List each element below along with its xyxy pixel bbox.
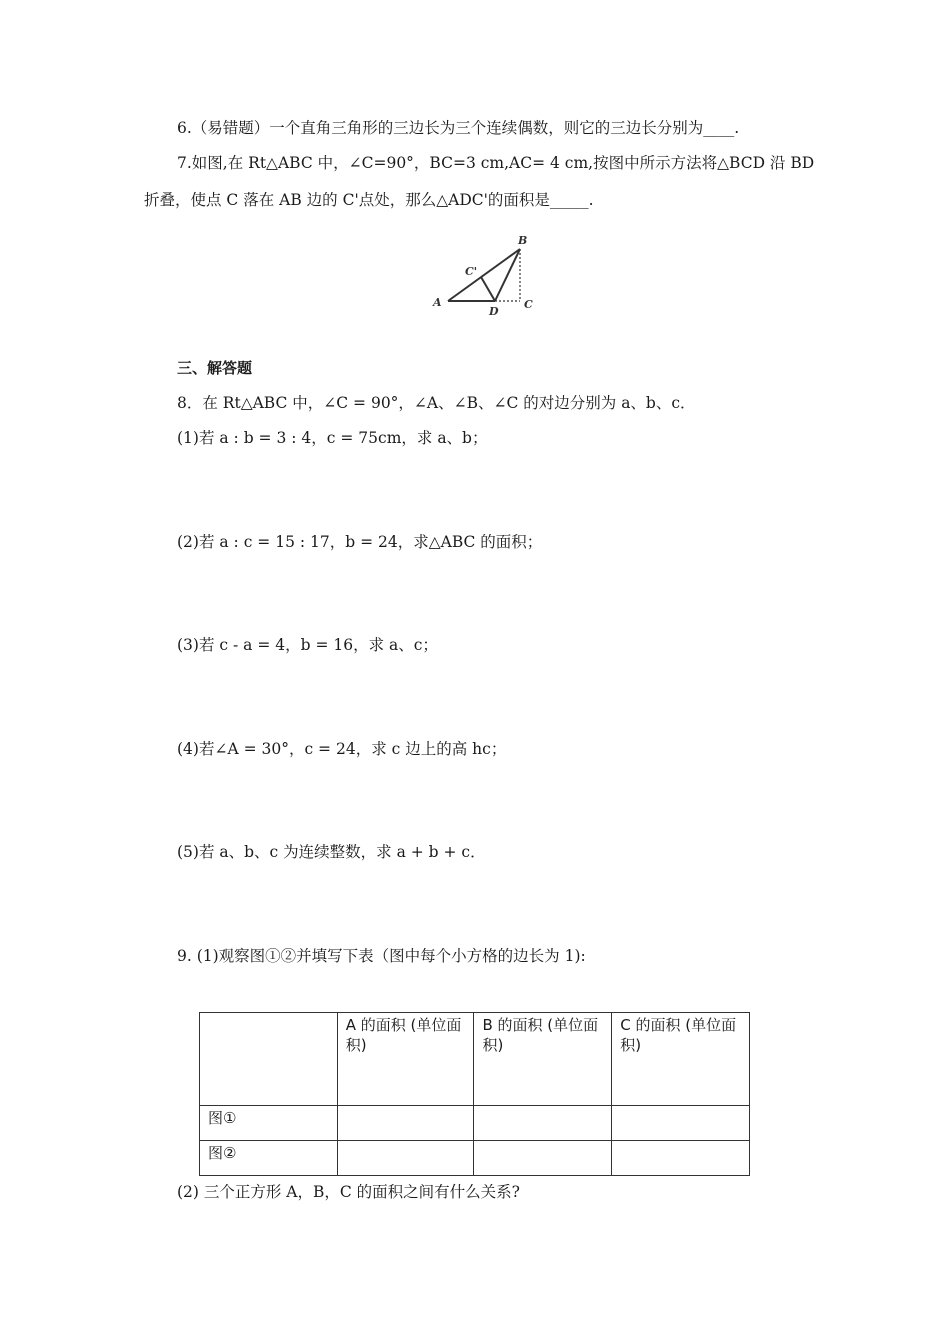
- table-cell: 图①: [200, 1106, 338, 1141]
- question-8: 8．在 Rt△ABC 中，∠C = 90°，∠A、∠B、∠C 的对边分别为 a、b、c．: [177, 394, 696, 412]
- table-cell[interactable]: [474, 1106, 612, 1141]
- table-row: [200, 1141, 750, 1176]
- question-8-part-5: (5)若 a、b、c 为连续整数，求 a + b + c．: [177, 843, 486, 861]
- label-A: A: [433, 296, 442, 309]
- label-D: D: [489, 305, 499, 318]
- table-cell: 图②: [200, 1141, 338, 1176]
- table-header-cell: B 的面积 (单位面积): [474, 1013, 612, 1106]
- table-cell[interactable]: [474, 1141, 612, 1176]
- table-header-cell: [200, 1013, 338, 1106]
- question-8-part-3: (3)若 c - a = 4，b = 16，求 a、c；: [177, 636, 438, 654]
- segment-C'D: [481, 277, 495, 301]
- question-8-part-4: (4)若∠A = 30°，c = 24，求 c 边上的高 hc；: [177, 740, 507, 758]
- segment-AB: [448, 249, 520, 301]
- area-table: [199, 1012, 750, 1176]
- label-C-prime: C': [465, 265, 478, 278]
- question-7-line-1: 7.如图,在 Rt△ABC 中，∠C=90°，BC=3 cm,AC= 4 cm,按图中所示方法将△BCD 沿 BD: [177, 154, 815, 172]
- table-cell[interactable]: [612, 1106, 750, 1141]
- question-8-part-1: (1)若 a : b = 3 : 4，c = 75cm，求 a、b；: [177, 429, 488, 447]
- question-6: 6.（易错题）一个直角三角形的三边长为三个连续偶数，则它的三边长分别为____.: [177, 119, 740, 137]
- table-cell[interactable]: [612, 1141, 750, 1176]
- table-cell[interactable]: [337, 1141, 474, 1176]
- section-title: 三、解答题: [177, 359, 253, 377]
- table-header-cell: A 的面积 (单位面积): [337, 1013, 474, 1106]
- label-B: B: [518, 234, 528, 247]
- question-9-part-2: (2) 三个正方形 A，B，C 的面积之间有什么关系?: [177, 1183, 520, 1201]
- table-header-row: [200, 1013, 750, 1106]
- question-9: 9. (1)观察图①②并填写下表（图中每个小方格的边长为 1):: [177, 947, 586, 965]
- triangle-figure: [428, 230, 543, 320]
- question-8-part-2: (2)若 a : c = 15 : 17，b = 24，求△ABC 的面积；: [177, 533, 543, 551]
- table-header-cell: C 的面积 (单位面积): [612, 1013, 750, 1106]
- question-7-line-2: 折叠，使点 C 落在 AB 边的 C'点处，那么△ADC'的面积是_____.: [144, 191, 594, 209]
- label-C: C: [524, 298, 533, 311]
- table-row: [200, 1106, 750, 1141]
- table-cell[interactable]: [337, 1106, 474, 1141]
